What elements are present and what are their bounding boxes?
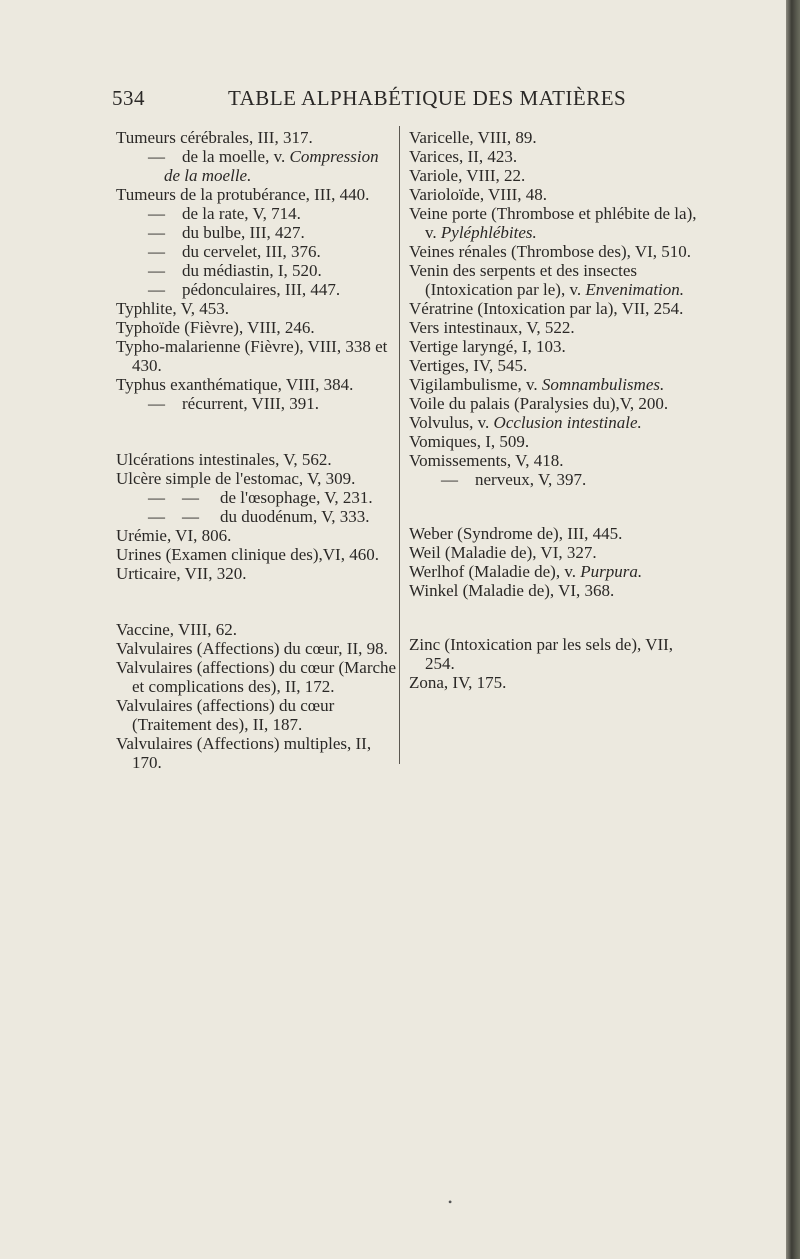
index-subentry: — du bulbe, III, 427. — [148, 223, 305, 242]
index-entry: Typhus exanthématique, VIII, 384. — [116, 375, 354, 394]
index-entry: Vomissements, V, 418. — [409, 451, 564, 470]
index-subentry: — pédonculaires, III, 447. — [148, 280, 341, 299]
index-entry: Varices, II, 423. — [409, 147, 518, 166]
index-entry: Urémie, VI, 806. — [116, 526, 232, 545]
index-entry: Veines rénales (Thrombose des), VI, 510. — [409, 242, 692, 261]
index-entry: Volvulus, v. Occlusion intestinale. — [409, 413, 642, 432]
index-subentry: — du cervelet, III, 376. — [148, 242, 321, 261]
index-entry: Typho-malarienne (Fièvre), VIII, 338 et 430. — [116, 337, 388, 375]
index-entry: Typhlite, V, 453. — [116, 299, 229, 318]
page-title: TABLE ALPHABÉTIQUE DES MATIÈRES — [228, 86, 627, 110]
index-entry: Tumeurs cérébrales, III, 317. — [116, 128, 313, 147]
index-entry: Valvulaires (affections) du cœur (Traitement des), II, 187. — [116, 696, 335, 734]
index-entry: Varicelle, VIII, 89. — [409, 128, 537, 147]
right-column — [409, 128, 707, 692]
index-entry: Vomiques, I, 509. — [409, 432, 530, 451]
stray-mark: • — [448, 1195, 453, 1209]
index-subentry: — récurrent, VIII, 391. — [148, 394, 320, 413]
index-entry: Vigilambulisme, v. Somnambulismes. — [409, 375, 665, 394]
index-entry: Urines (Examen clinique des),VI, 460. — [116, 545, 379, 564]
index-entry: Winkel (Maladie de), VI, 368. — [409, 581, 615, 600]
index-entry: Variole, VIII, 22. — [409, 166, 526, 185]
index-entry: Voile du palais (Paralysies du),V, 200. — [409, 394, 669, 413]
index-entry: Ulcère simple de l'estomac, V, 309. — [116, 469, 356, 488]
index-entry: Vaccine, VIII, 62. — [116, 620, 238, 639]
index-entry: Tumeurs de la protubérance, III, 440. — [116, 185, 370, 204]
index-entry: Valvulaires (affections) du cœur (Marche et complications des), II, 172. — [116, 658, 397, 696]
index-subentry: — nerveux, V, 397. — [441, 470, 587, 489]
index-entry: Ulcérations intestinales, V, 562. — [116, 450, 332, 469]
page-edge — [786, 0, 800, 1259]
index-entry: Zinc (Intoxication par les sels de), VII, 254. — [409, 635, 674, 673]
index-entry: Varioloïde, VIII, 48. — [409, 185, 548, 204]
section-gap — [116, 413, 398, 450]
index-subentry: — de la moelle, v. Compression de la moelle. — [148, 147, 379, 185]
index-subentry: — du médiastin, I, 520. — [148, 261, 322, 280]
section-gap — [116, 583, 398, 620]
index-entry: Valvulaires (Affections) multiples, II, 170. — [116, 734, 372, 772]
left-column — [116, 128, 398, 772]
index-entry: Veine porte (Thrombose et phlébite de la), v. Pyléphlébites. — [409, 204, 697, 242]
index-entry: Urticaire, VII, 320. — [116, 564, 247, 583]
index-entry: Typhoïde (Fièvre), VIII, 246. — [116, 318, 315, 337]
index-entry: Weber (Syndrome de), III, 445. — [409, 524, 623, 543]
index-entry: Vertige laryngé, I, 103. — [409, 337, 566, 356]
page-number: 534 — [112, 86, 145, 110]
index-entry: Werlhof (Maladie de), v. Purpura. — [409, 562, 643, 581]
index-entry: Vers intestinaux, V, 522. — [409, 318, 575, 337]
section-gap — [409, 489, 707, 524]
index-subentry: — de la rate, V, 714. — [148, 204, 301, 223]
index-entry: Venin des serpents et des insectes (Intoxication par le), v. Envenimation. — [409, 261, 685, 299]
index-subentry: — — de l'œsophage, V, 231. — [148, 488, 373, 507]
index-entry: Vératrine (Intoxication par la), VII, 254. — [409, 299, 684, 318]
index-entry: Weil (Maladie de), VI, 327. — [409, 543, 597, 562]
index-subentry: — — du duodénum, V, 333. — [148, 507, 370, 526]
index-entry: Zona, IV, 175. — [409, 673, 507, 692]
index-entry: Vertiges, IV, 545. — [409, 356, 528, 375]
section-gap — [409, 600, 707, 635]
column-divider — [399, 126, 400, 764]
index-entry: Valvulaires (Affections) du cœur, II, 98. — [116, 639, 388, 658]
